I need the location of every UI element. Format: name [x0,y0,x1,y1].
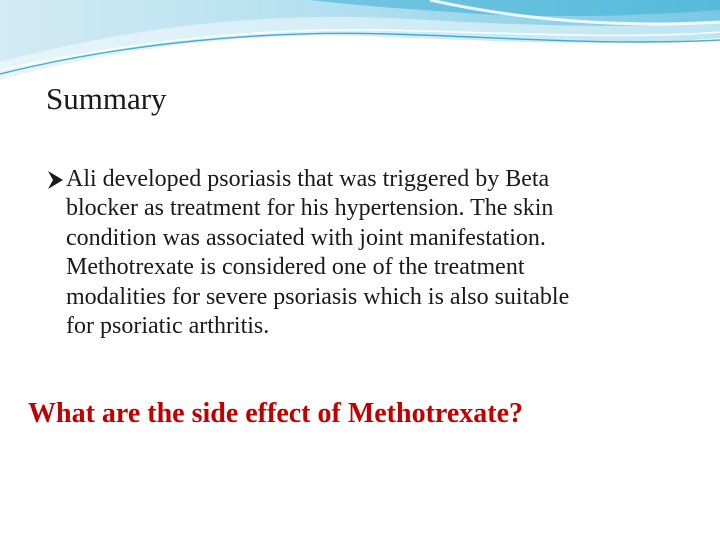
bullet-line: modalities for severe psoriasis which is also suitable [66,283,570,310]
bullet-text [46,165,686,341]
question-heading: What are the side effect of Methotrexate? [28,398,524,429]
bullet-line: condition was associated with joint manifestation. [66,224,546,251]
bullet-line: blocker as treatment for his hypertension. The skin [66,195,554,222]
wave-header-decoration [0,0,720,90]
bullet-line: Ali developed psoriasis that was triggered by Beta [66,166,550,192]
arrow-bullet-icon [46,169,66,191]
bullet-item [46,165,686,341]
slide-title: Summary [46,81,167,116]
bullet-line: Methotrexate is considered one of the treatment [66,254,525,281]
bullet-line: for psoriatic arthritis. [66,313,270,340]
